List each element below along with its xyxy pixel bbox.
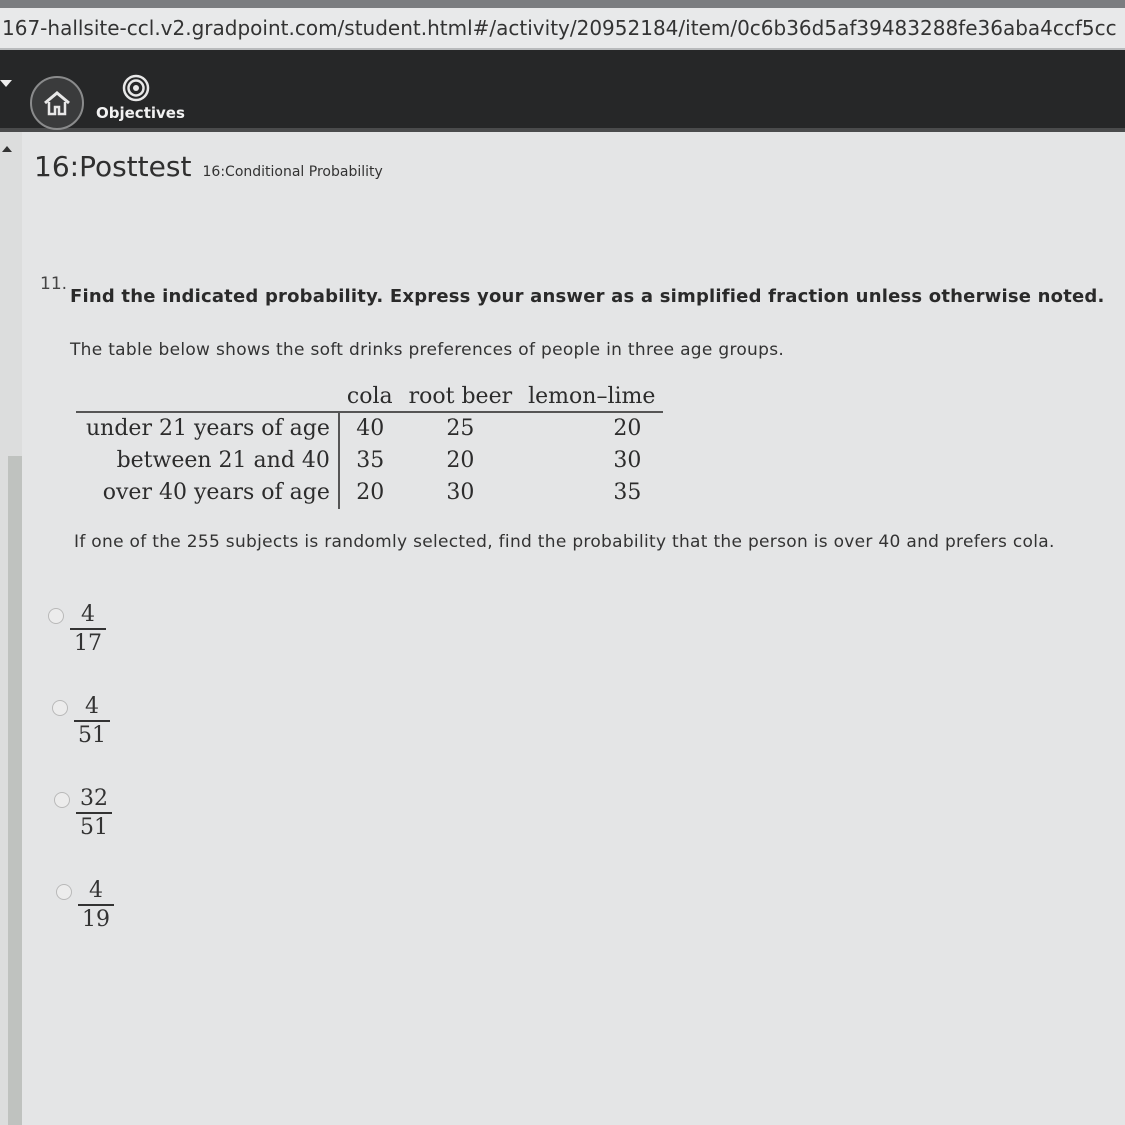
table-cell: 25 <box>446 416 475 441</box>
home-icon <box>42 90 72 116</box>
answer-option[interactable] <box>52 694 110 750</box>
question-intro: The table below shows the soft drinks preferences of people in three age groups. <box>70 340 785 360</box>
denominator: 51 <box>80 815 108 840</box>
row-label: over 40 years of age <box>76 477 339 509</box>
table-row <box>76 445 663 477</box>
target-icon <box>122 74 150 102</box>
page-title-main: 16:Posttest <box>34 150 192 183</box>
radio-button[interactable] <box>48 608 64 624</box>
table-cell: 20 <box>446 448 475 473</box>
radio-button[interactable] <box>56 884 72 900</box>
window-top-edge <box>0 0 1125 8</box>
column-header: root beer <box>401 382 520 412</box>
table-row <box>76 477 663 509</box>
answer-option[interactable] <box>54 786 112 842</box>
denominator: 51 <box>78 723 106 748</box>
denominator: 17 <box>74 631 102 656</box>
answer-option[interactable] <box>56 878 114 934</box>
question-number: 11. <box>40 274 68 294</box>
fraction <box>70 602 106 658</box>
table-row <box>76 412 663 445</box>
table-header-row <box>76 382 663 412</box>
nav-menu-caret-icon[interactable] <box>0 80 12 87</box>
table-corner <box>76 382 339 412</box>
fraction <box>74 694 110 750</box>
table-cell: 30 <box>446 480 475 505</box>
progress-rail <box>8 456 22 1125</box>
page-title-sub: 16:Conditional Probability <box>202 164 383 180</box>
row-label: between 21 and 40 <box>76 445 339 477</box>
row-label: under 21 years of age <box>76 412 339 445</box>
question-prompt: If one of the 255 subjects is randomly selected, find the probability that the person is over 40 and prefers cola. <box>74 532 1055 552</box>
top-nav <box>0 50 1125 132</box>
page-title <box>34 150 383 183</box>
table-cell: 20 <box>613 416 642 441</box>
table-cell: 40 <box>356 416 385 441</box>
question-instruction: Find the indicated probability. Express your answer as a simplified fraction unless otherwise noted. <box>70 286 1105 307</box>
table-cell: 20 <box>356 480 385 505</box>
radio-button[interactable] <box>54 792 70 808</box>
numerator: 32 <box>80 786 108 811</box>
home-button[interactable] <box>30 76 84 130</box>
answer-option[interactable] <box>48 602 106 658</box>
radio-button[interactable] <box>52 700 68 716</box>
numerator: 4 <box>85 694 99 719</box>
numerator: 4 <box>89 878 103 903</box>
fraction <box>76 786 112 842</box>
table-cell: 30 <box>613 448 642 473</box>
objectives-label: Objectives <box>96 104 185 122</box>
fraction <box>78 878 114 934</box>
url-text[interactable]: 167-hallsite-ccl.v2.gradpoint.com/student.html#/activity/20952184/item/0c6b36d5af39483288fe36aba4ccf5cc <box>2 16 1117 40</box>
preferences-table <box>76 382 663 509</box>
denominator: 19 <box>82 907 110 932</box>
numerator: 4 <box>81 602 95 627</box>
column-header: cola <box>339 382 401 412</box>
objectives-button[interactable] <box>96 74 185 128</box>
address-bar[interactable] <box>0 8 1125 50</box>
table-cell: 35 <box>356 448 385 473</box>
left-rail <box>0 132 22 1125</box>
column-header: lemon–lime <box>520 382 663 412</box>
collapse-caret-icon[interactable] <box>2 146 12 152</box>
main-content <box>0 132 1125 1125</box>
table-cell: 35 <box>613 480 642 505</box>
